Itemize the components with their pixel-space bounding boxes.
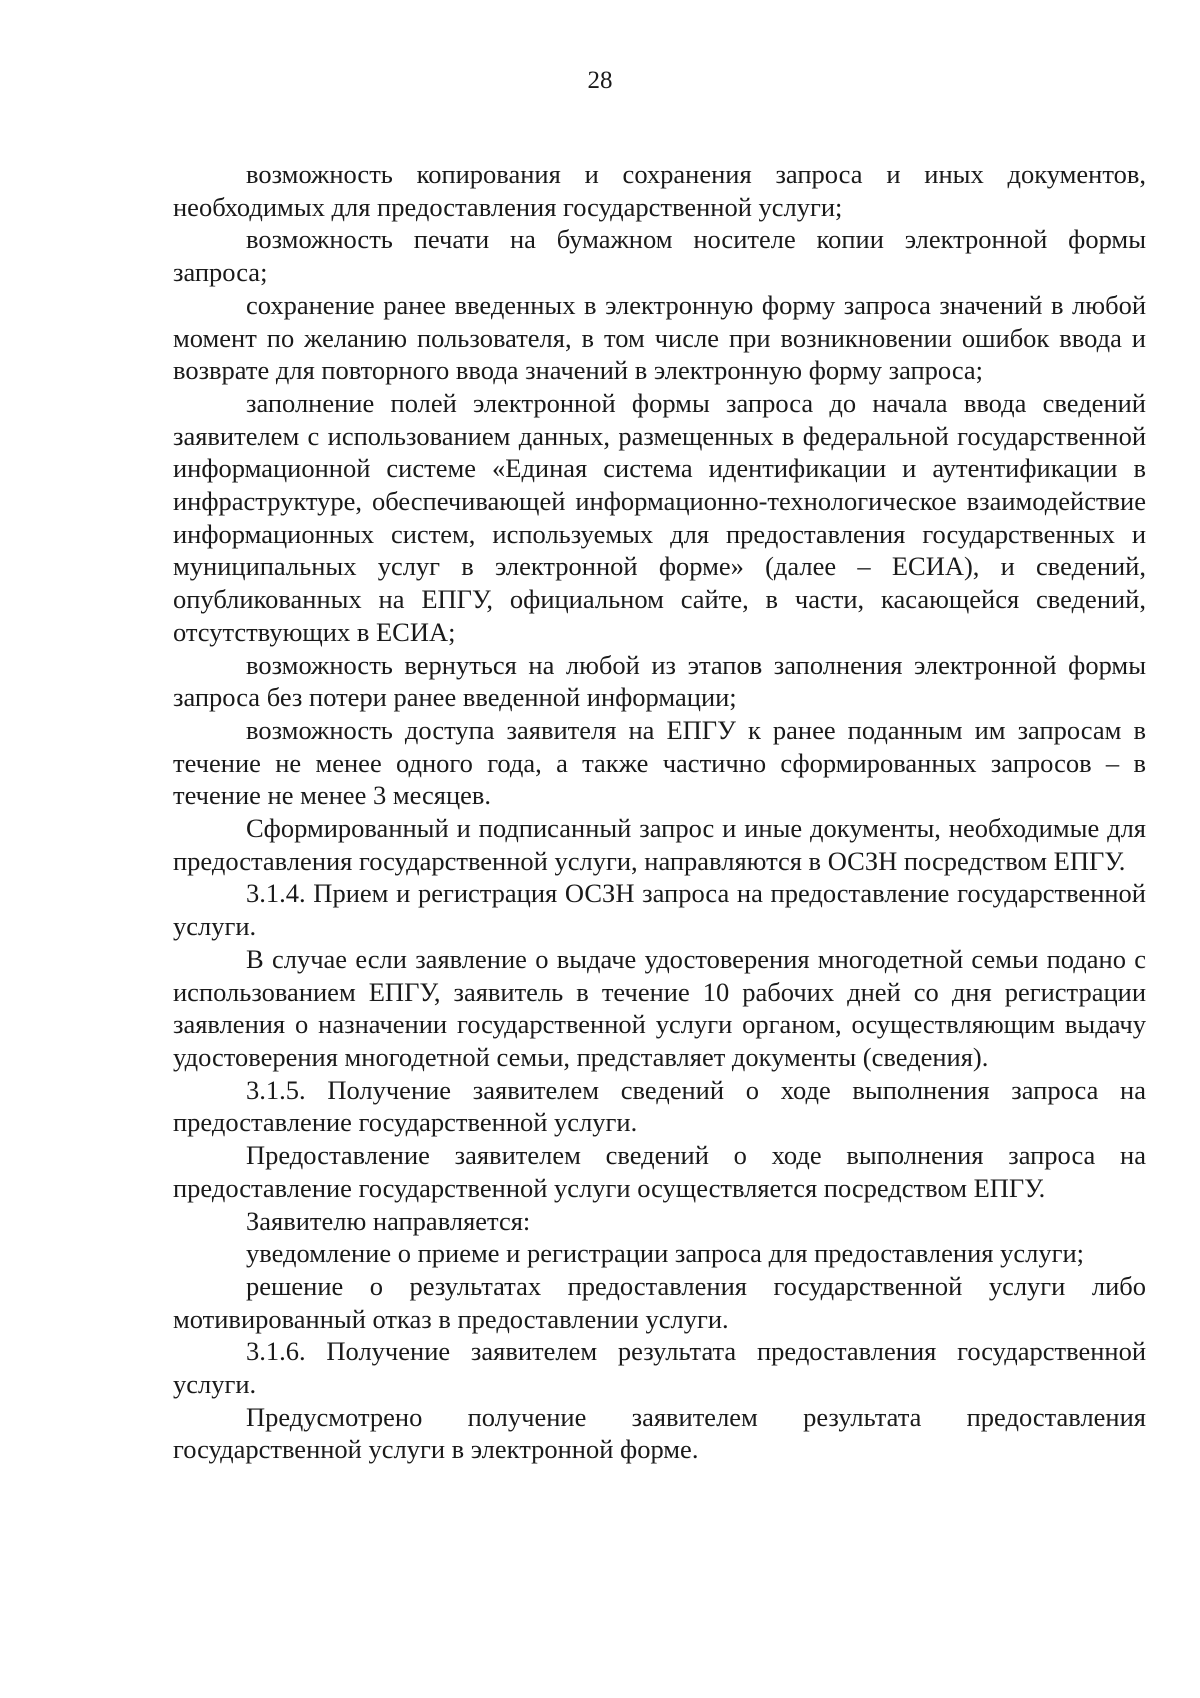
paragraph: В случае если заявление о выдаче удостоверения многодетной семьи подано с использованием ЕПГУ, заявитель в течение 10 рабочих дней со дня регистрации заявления о назначении государственной услуги органом, осуществляющим выдачу удостоверения многодетной семьи, представляет документы (сведения). — [173, 943, 1146, 1072]
paragraph: возможность вернуться на любой из этапов заполнения электронной формы запроса без потери ранее введенной информации; — [173, 649, 1146, 713]
section-heading: 3.1.6. Получение заявителем результата предоставления государственной услуги. — [173, 1336, 1146, 1400]
paragraph: возможность копирования и сохранения запроса и иных документов, необходимых для предоставления государственной услуги; — [173, 159, 1146, 222]
paragraph: сохранение ранее введенных в электронную форму запроса значений в любой момент по желанию пользователя, в том числе при возникновении ошибок ввода и возврате для повторного ввода значений в электронную форму запроса; — [173, 289, 1146, 386]
section-heading: 3.1.4. Прием и регистрация ОСЗН запроса на предоставление государственной услуги. — [173, 878, 1146, 942]
paragraph: возможность печати на бумажном носителе копии электронной формы запроса; — [173, 224, 1146, 288]
paragraph: Сформированный и подписанный запрос и иные документы, необходимые для предоставления государственной услуги, направляются в ОСЗН посредством ЕПГУ. — [173, 813, 1146, 876]
document-body — [173, 158, 1146, 1466]
paragraph: Заявителю направляется: — [246, 1205, 531, 1236]
paragraph: возможность доступа заявителя на ЕПГУ к ранее поданным им запросам в течение не менее одного года, а также частично сформированных запросов – в течение не менее 3 месяцев. — [173, 714, 1146, 811]
paragraph: Предусмотрено получение заявителем результата предоставления государственной услуги в электронной форме. — [173, 1401, 1146, 1465]
paragraph: заполнение полей электронной формы запроса до начала ввода сведений заявителем с использованием данных, размещенных в федеральной государственной информационной системе «Единая система идентификации и аутентификации в инфраструктуре, обеспечивающей информационно-технологическое взаимодействие информационных систем, используемых для предоставления государственных и муниципальных услуг в электронной форме» (далее – ЕСИА), и сведений, опубликованных на ЕПГУ, официальном сайте, в части, касающейся сведений, отсутствующих в ЕСИА; — [173, 387, 1146, 647]
paragraph: Предоставление заявителем сведений о ходе выполнения запроса на предоставление государственной услуги осуществляется посредством ЕПГУ. — [173, 1140, 1146, 1203]
section-heading: 3.1.5. Получение заявителем сведений о ходе выполнения запроса на предоставление государственной услуги. — [173, 1074, 1146, 1138]
page-number: 28 — [587, 67, 613, 94]
paragraph: уведомление о приеме и регистрации запроса для предоставления услуги; — [246, 1238, 1084, 1269]
paragraph: решение о результатах предоставления государственной услуги либо мотивированный отказ в предоставлении услуги. — [173, 1270, 1146, 1334]
